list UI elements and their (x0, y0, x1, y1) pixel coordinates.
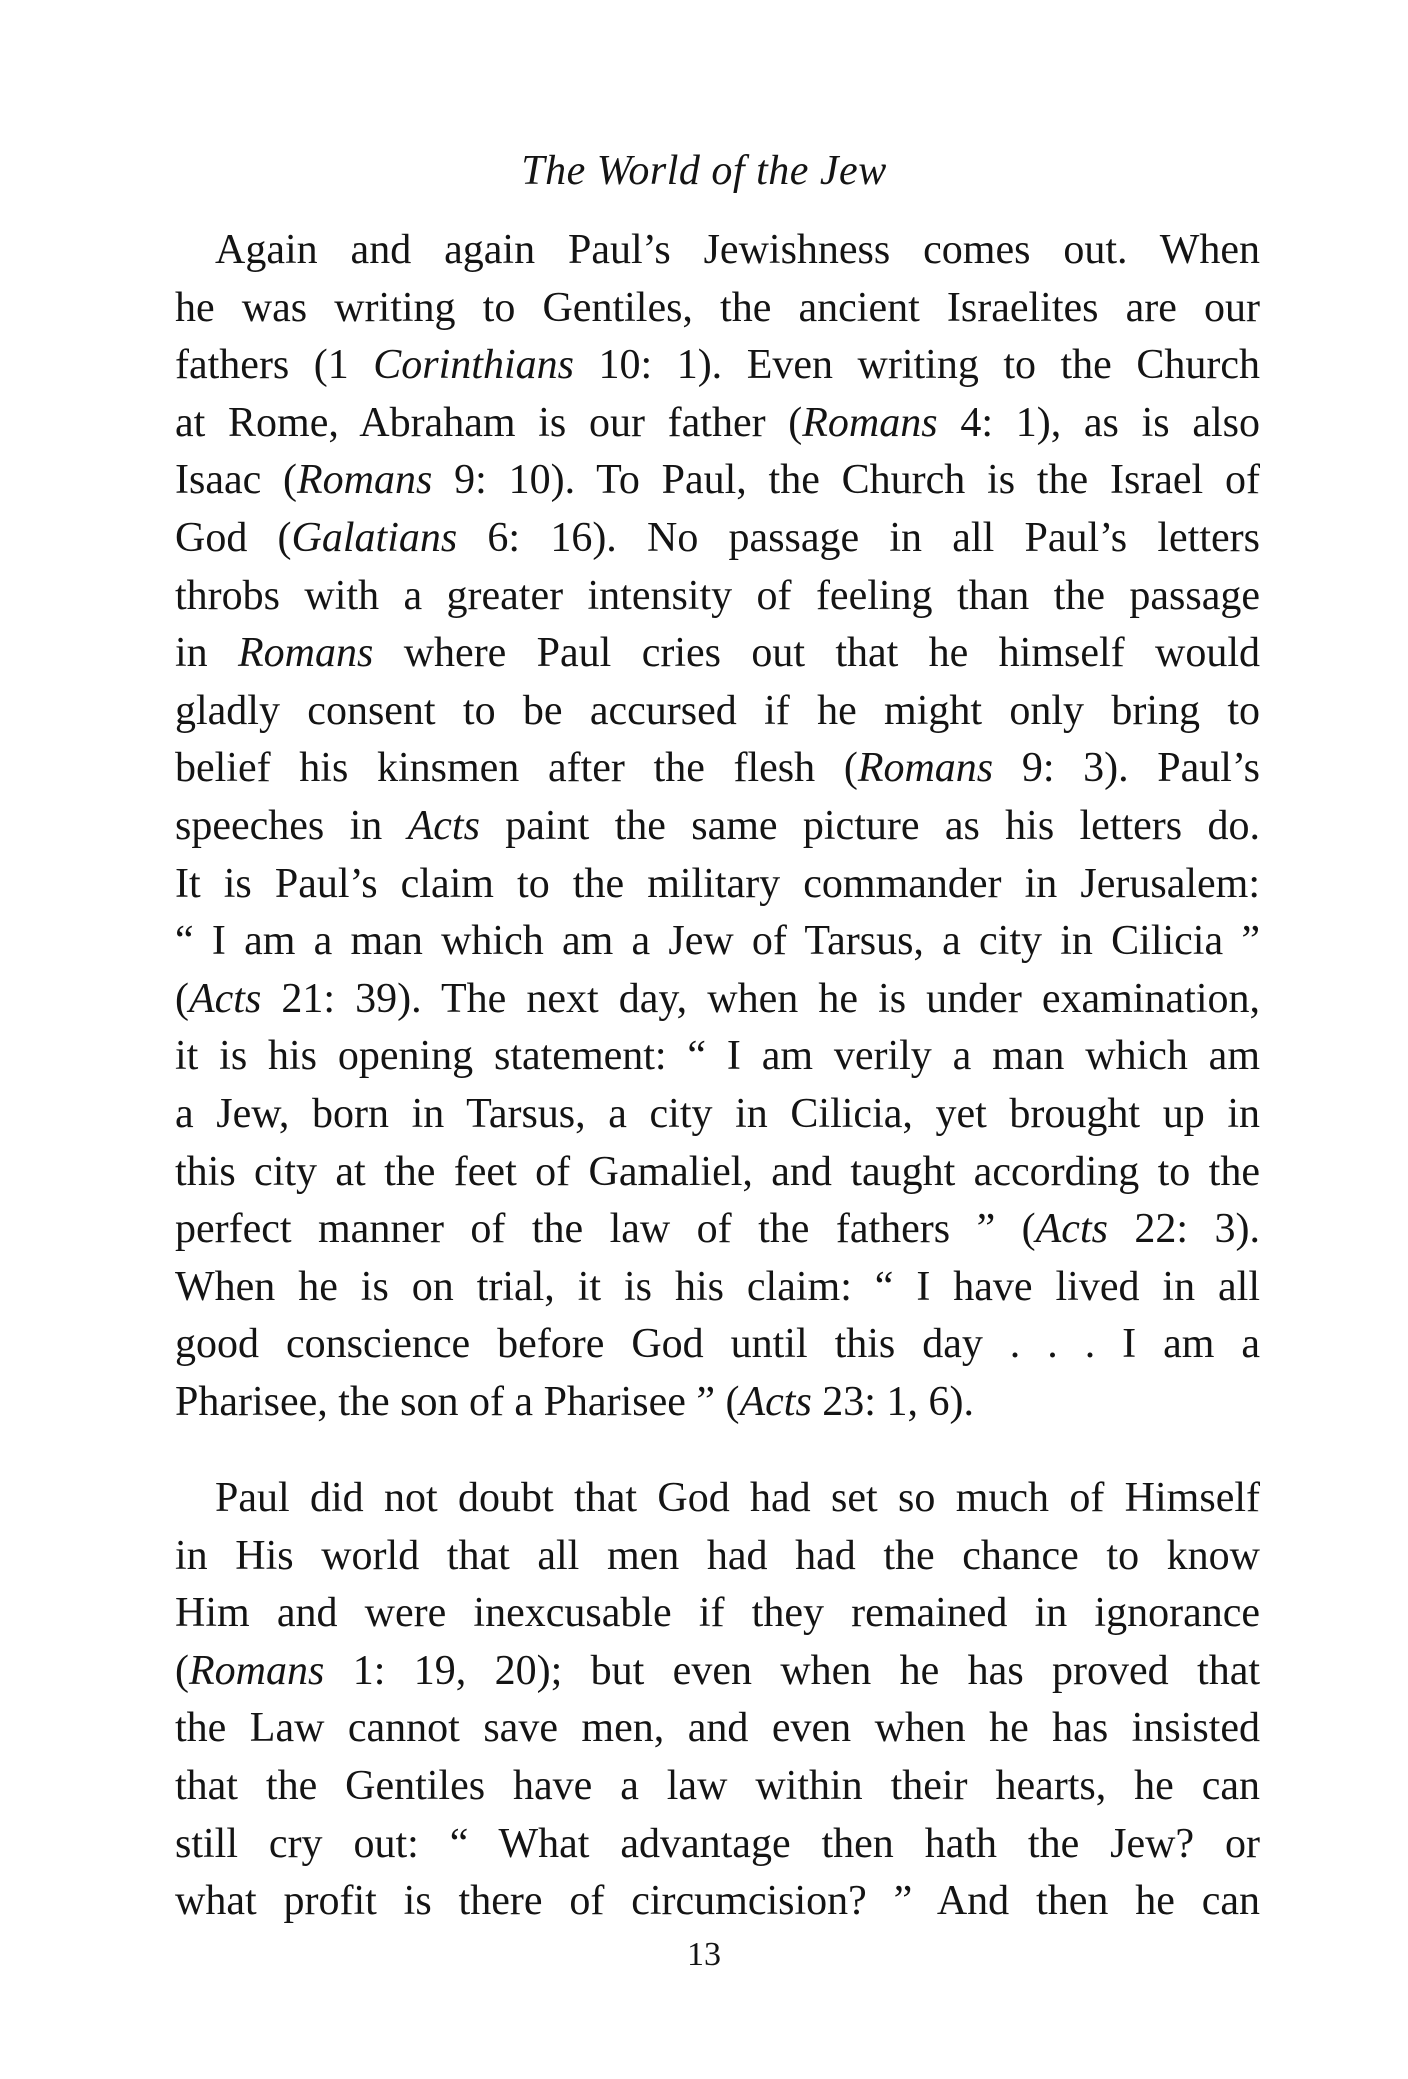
text-line: God (Galatians 6: 16). No passage in all Paul’s letters (175, 514, 1260, 561)
text-line: this city at the feet of Gamaliel, and taught according to the (175, 1148, 1260, 1195)
text-line: what profit is there of circumcision? ” And then he can (175, 1878, 1260, 1925)
text-line: Isaac (Romans 9: 10). To Paul, the Church is the Israel of (175, 457, 1260, 504)
text-line: good conscience before God until this day . . . I am a (175, 1321, 1260, 1368)
text-line: in His world that all men had had the chance to know (175, 1532, 1260, 1579)
text-line: throbs with a greater intensity of feeling than the passage (175, 572, 1260, 619)
text-line: that the Gentiles have a law within their hearts, he can (175, 1762, 1260, 1809)
text-line: it is his opening statement: “ I am verily a man which am (175, 1033, 1260, 1080)
text-line: a Jew, born in Tarsus, a city in Cilicia, yet brought up in (175, 1090, 1260, 1137)
text-line: Paul did not doubt that God had set so much of Himself (215, 1475, 1260, 1521)
text-line: It is Paul’s claim to the military commander in Jerusalem: (175, 860, 1260, 907)
text-line: When he is on trial, it is his claim: “ I have lived in all (175, 1263, 1260, 1310)
paragraph (175, 1470, 1260, 1931)
text-line: Pharisee, the son of a Pharisee ” (Acts 23: 1, 6). (175, 1378, 974, 1425)
text-line: the Law cannot save men, and even when he has insisted (175, 1705, 1260, 1752)
text-line: perfect manner of the law of the fathers ” (Acts 22: 3). (175, 1206, 1260, 1253)
page-number: 13 (687, 1936, 721, 1973)
text-line: speeches in Acts paint the same picture as his letters do. (175, 802, 1260, 849)
text-line: he was writing to Gentiles, the ancient Israelites are our (175, 284, 1260, 331)
text-line: in Romans where Paul cries out that he himself would (175, 630, 1260, 677)
text-line: (Acts 21: 39). The next day, when he is under examination, (175, 975, 1260, 1022)
text-line: fathers (1 Corinthians 10: 1). Even writing to the Church (175, 342, 1260, 389)
text-line: at Rome, Abraham is our father (Romans 4: 1), as is also (175, 399, 1260, 446)
text-line: (Romans 1: 19, 20); but even when he has proved that (175, 1647, 1260, 1694)
text-line: gladly consent to be accursed if he might only bring to (175, 687, 1260, 734)
text-line: belief his kinsmen after the flesh (Romans 9: 3). Paul’s (175, 745, 1260, 792)
text-line: Again and again Paul’s Jewishness comes out. When (215, 227, 1260, 273)
running-head: The World of the Jew (521, 148, 887, 194)
text-line: Him and were inexcusable if they remained in ignorance (175, 1590, 1260, 1637)
paragraph (175, 222, 1260, 1431)
text-line: still cry out: “ What advantage then hath the Jew? or (175, 1820, 1260, 1867)
text-line: “ I am a man which am a Jew of Tarsus, a city in Cilicia ” (175, 918, 1260, 965)
